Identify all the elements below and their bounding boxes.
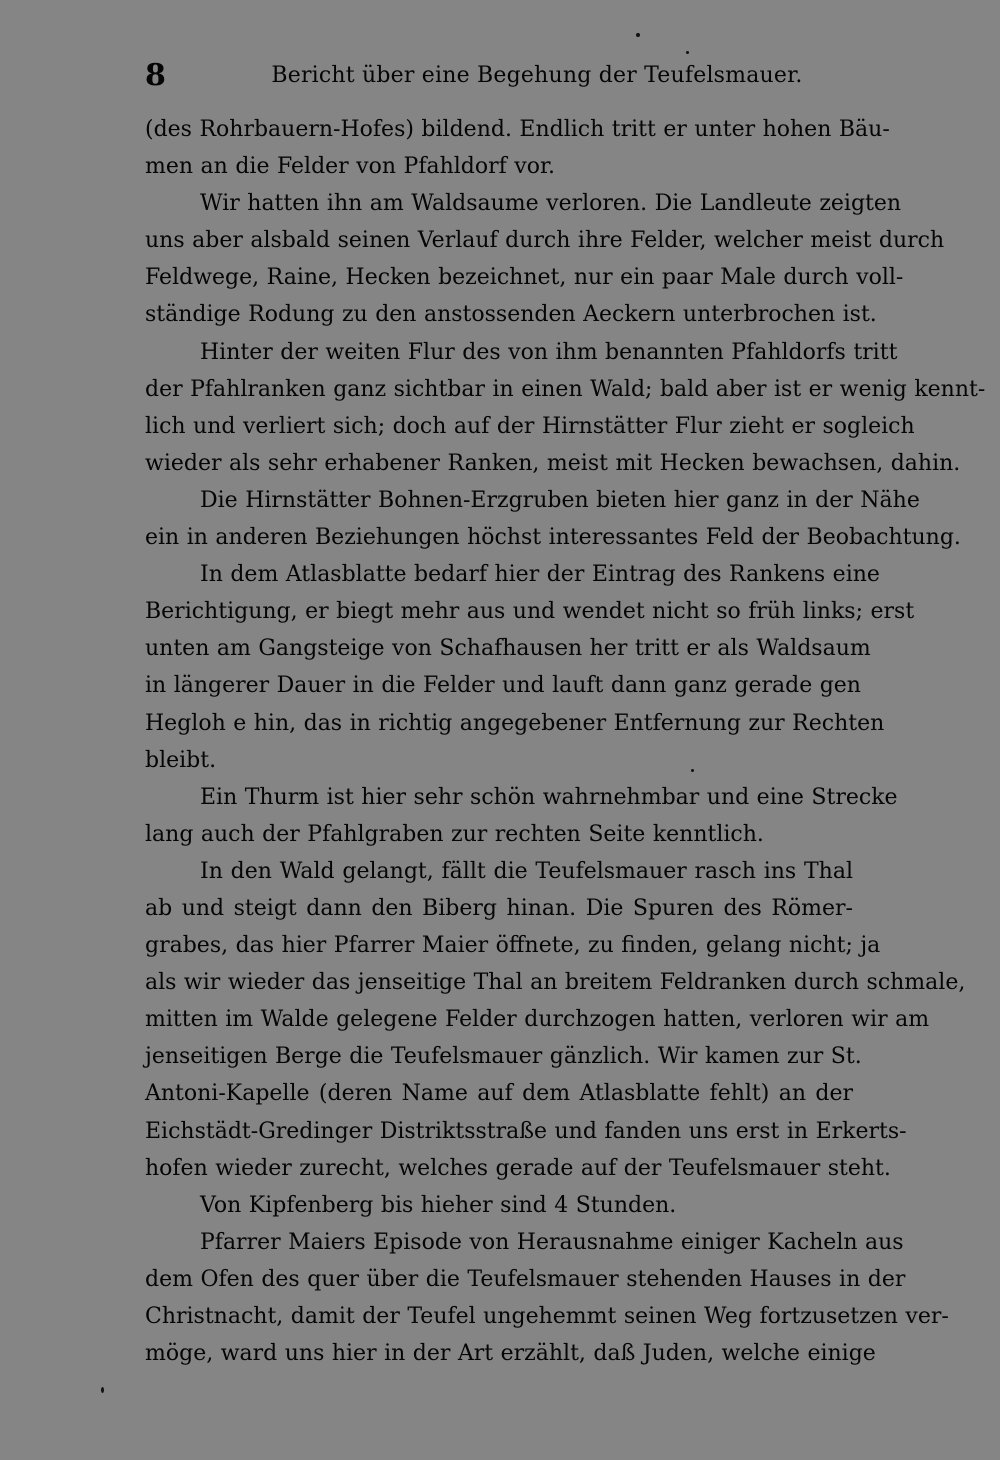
text-line: Die Hirnstätter Bohnen-Erzgruben bieten hier ganz in der Nähe xyxy=(200,487,920,513)
text-line: uns aber alsbald seinen Verlauf durch ihre Felder, welcher meist durch xyxy=(145,228,945,254)
text-line: Christnacht, damit der Teufel ungehemmt seinen Weg fortzusetzen ver- xyxy=(145,1304,949,1329)
running-title: Bericht über eine Begehung der Teufelsmauer. xyxy=(271,63,803,88)
text-line: Eichstädt-Gredinger Distriktsstraße und fanden uns erst in Erkerts- xyxy=(145,1118,907,1144)
text-line: der Pfahlranken ganz sichtbar in einen Wald; bald aber ist er wenig kennt- xyxy=(145,376,986,402)
text-line: men an die Felder von Pfahldorf vor. xyxy=(145,154,556,180)
paper-speck xyxy=(691,769,694,772)
text-line: hofen wieder zurecht, welches gerade auf der Teufelsmauer steht. xyxy=(145,1155,891,1181)
text-line: dem Ofen des quer über die Teufelsmauer stehenden Hauses in der xyxy=(145,1266,906,1292)
text-line: Hinter der weiten Flur des von ihm benannten Pfahldorfs tritt xyxy=(200,339,898,365)
text-line: Ein Thurm ist hier sehr schön wahrnehmbar und eine Strecke xyxy=(200,784,898,810)
text-line: grabes, das hier Pfarrer Maier öffnete, zu finden, gelang nicht; ja xyxy=(145,933,881,959)
text-line: als wir wieder das jenseitige Thal an breitem Feldranken durch schmale, xyxy=(145,970,966,996)
text-line: Von Kipfenberg bis hieher sind 4 Stunden. xyxy=(200,1192,677,1218)
paper-speck xyxy=(636,33,640,37)
text-line: jenseitigen Berge die Teufelsmauer gänzlich. Wir kamen zur St. xyxy=(145,1044,862,1070)
text-line: lich und verliert sich; doch auf der Hirnstätter Flur zieht er sogleich xyxy=(145,413,915,439)
text-line: ein in anderen Beziehungen höchst interessantes Feld der Beobachtung. xyxy=(145,525,961,551)
text-line: In den Wald gelangt, fällt die Teufelsmauer rasch ins Thal xyxy=(200,858,853,884)
text-line: in längerer Dauer in die Felder und lauft dann ganz gerade gen xyxy=(145,673,861,699)
text-line: lang auch der Pfahlgraben zur rechten Seite kenntlich. xyxy=(145,821,764,847)
text-line: unten am Gangsteige von Schafhausen her tritt er als Waldsaum xyxy=(145,636,871,662)
text-line: (des Rohrbauern-Hofes) bildend. Endlich tritt er unter hohen Bäu- xyxy=(145,117,890,142)
text-line: mitten im Walde gelegene Felder durchzogen hatten, verloren wir am xyxy=(145,1007,930,1033)
text-line: bleibt. xyxy=(145,747,217,773)
paper-speck xyxy=(686,51,689,54)
text-line: Antoni-Kapelle (deren Name auf dem Atlasblatte fehlt) an der xyxy=(145,1081,853,1107)
text-line: ab und steigt dann den Biberg hinan. Die Spuren des Römer- xyxy=(145,895,853,921)
page-number: 8 xyxy=(145,58,166,93)
text-line: In dem Atlasblatte bedarf hier der Eintrag des Rankens eine xyxy=(200,562,880,588)
text-line: Berichtigung, er biegt mehr aus und wendet nicht so früh links; erst xyxy=(145,599,915,625)
text-line: Feldwege, Raine, Hecken bezeichnet, nur ein paar Male durch voll- xyxy=(145,265,904,291)
text-line: möge, ward uns hier in der Art erzählt, daß Juden, welche einige xyxy=(145,1341,876,1367)
text-line: Pfarrer Maiers Episode von Herausnahme einiger Kacheln aus xyxy=(200,1229,904,1255)
body-text xyxy=(145,111,986,1372)
text-line: wieder als sehr erhabener Ranken, meist mit Hecken bewachsen, dahin. xyxy=(145,450,961,476)
text-line: Wir hatten ihn am Waldsaume verloren. Die Landleute zeigten xyxy=(200,191,902,217)
text-line: ständige Rodung zu den anstossenden Aeckern unterbrochen ist. xyxy=(145,302,877,328)
text-line: Hegloh e hin, das in richtig angegebener Entfernung zur Rechten xyxy=(145,710,885,736)
paper-speck xyxy=(101,1387,104,1393)
page-header xyxy=(145,56,853,96)
